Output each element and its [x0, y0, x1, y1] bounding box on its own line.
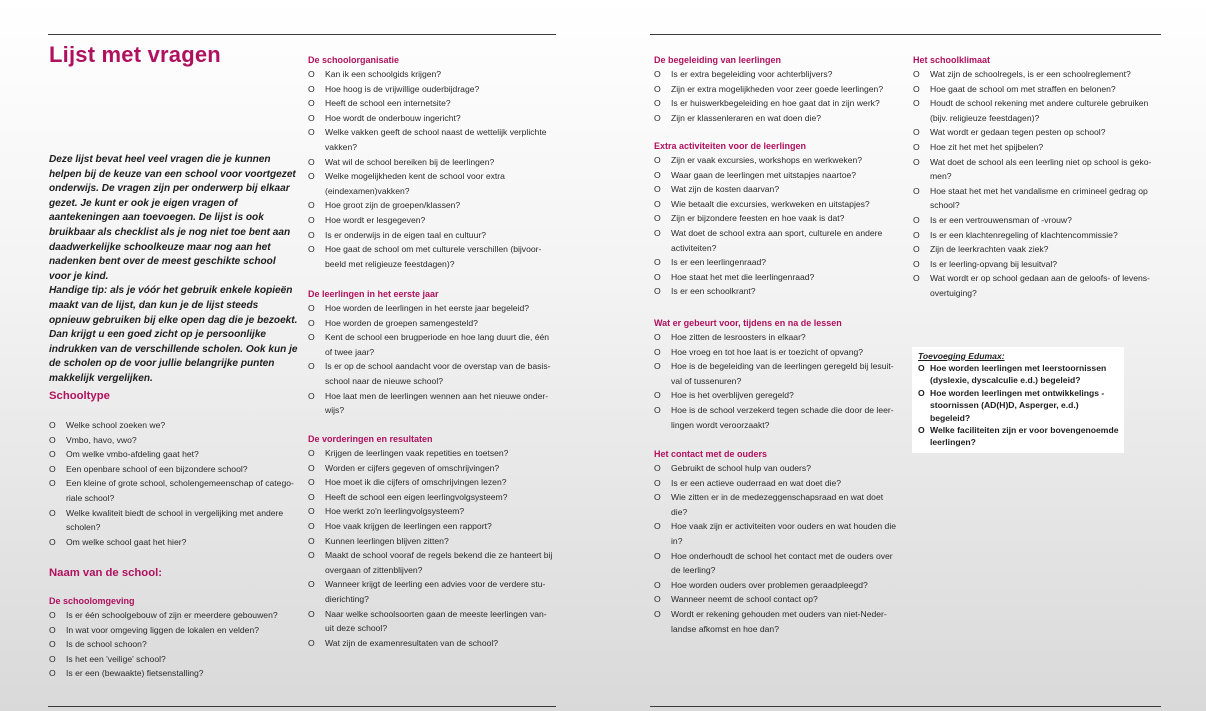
- question-item: [918, 387, 1119, 424]
- question-item: [308, 169, 560, 198]
- checkbox-circle: O: [654, 521, 661, 532]
- question-item: [308, 125, 560, 154]
- question-item: [49, 608, 301, 623]
- question-item: [308, 519, 560, 534]
- checkbox-circle: O: [49, 478, 56, 489]
- question-text: Welke kwaliteit biedt de school in vergelijking met andere scholen?: [66, 507, 284, 533]
- question-item: [654, 490, 908, 519]
- checkbox-circle: O: [654, 390, 661, 401]
- checkbox-circle: O: [918, 387, 925, 398]
- question-item: [654, 284, 908, 299]
- question-text: Wie betaalt die excursies, werkweken en uitstapjes?: [671, 198, 870, 209]
- checkbox-circle: O: [654, 257, 661, 268]
- question-item: [49, 535, 301, 550]
- checkbox-circle: O: [308, 535, 315, 546]
- checkbox-circle: O: [308, 317, 315, 328]
- question-item: [913, 67, 1163, 82]
- checkbox-circle: O: [654, 169, 661, 180]
- section-ouders: [654, 448, 908, 636]
- checkbox-circle: O: [49, 653, 56, 664]
- checkbox-circle: O: [308, 214, 315, 225]
- question-text: Waar gaan de leerlingen met uitstapjes naartoe?: [671, 169, 857, 180]
- question-item: [308, 82, 560, 97]
- question-text: Heeft de school een internetsite?: [325, 98, 451, 109]
- question-list: [49, 608, 301, 681]
- question-item: [308, 446, 560, 461]
- question-text: Wat zijn de schoolregels, is er een schoolreglement?: [930, 69, 1131, 79]
- question-text: Is er leerling-opvang bij lesuitval?: [930, 258, 1058, 269]
- question-text: Hoe worden leerlingen met leerstoornissen (dyslexie, dyscalculie e.d.) begeleid?: [930, 363, 1107, 386]
- question-list: [918, 362, 1119, 449]
- question-text: Wie zitten er in de medezeggenschapsraad en wat doet die?: [671, 492, 884, 517]
- question-item: [308, 490, 560, 505]
- question-text: Is er een vertrouwensman of -vrouw?: [930, 214, 1072, 225]
- section-heading: Schooltype: [49, 390, 110, 402]
- question-text: Hoe vaak zijn er activiteiten voor ouders en wat houden die in?: [671, 521, 897, 546]
- question-item: [308, 636, 560, 651]
- checkbox-circle: O: [654, 271, 661, 282]
- checkbox-circle: O: [913, 69, 920, 79]
- question-text: Hoe laat men de leerlingen wennen aan het nieuwe onder- wijs?: [325, 390, 549, 416]
- checkbox-circle: O: [654, 346, 661, 357]
- question-item: [913, 242, 1163, 257]
- question-text: Hoe moet ik die cijfers of omschrijvingen lezen?: [325, 477, 507, 488]
- checkbox-circle: O: [308, 491, 315, 502]
- page-title: Lijst met vragen: [49, 42, 221, 67]
- question-item: [308, 389, 560, 418]
- question-text: Hoe is de school verzekerd tegen schade die door de leer- lingen wordt veroorzaakt?: [671, 404, 894, 430]
- section-schoolomgeving: [49, 595, 301, 681]
- question-item: [654, 255, 908, 270]
- checkbox-circle: O: [654, 404, 661, 415]
- question-text: Zijn er bijzondere feesten en hoe vaak is dat?: [671, 213, 845, 224]
- section-heading: De leerlingen in het eerste jaar: [308, 289, 439, 299]
- section-klimaat: [913, 54, 1163, 301]
- question-item: [308, 577, 560, 606]
- question-item: [913, 155, 1163, 184]
- question-text: Kunnen leerlingen blijven zitten?: [325, 535, 449, 546]
- checkbox-circle: O: [913, 141, 920, 152]
- question-text: Hoe vaak krijgen de leerlingen een rapport?: [325, 520, 492, 531]
- question-text: Houdt de school rekening met andere culturele gebruiken (bijv. religieuze feestdagen)?: [930, 98, 1149, 123]
- question-text: Hoe zitten de lesroosters in elkaar?: [671, 332, 806, 342]
- toevoeging-box: [912, 347, 1124, 453]
- question-text: Hoe groot zijn de groepen/klassen?: [325, 200, 461, 211]
- checkbox-circle: O: [49, 434, 56, 445]
- question-text: Hoe worden ouders over problemen geraadpleegd?: [671, 579, 868, 590]
- question-item: [654, 607, 908, 636]
- question-item: [308, 111, 560, 126]
- question-text: Is de school schoon?: [66, 639, 147, 650]
- question-item: [654, 226, 908, 255]
- question-text: Zijn er extra mogelijkheden voor zeer goede leerlingen?: [671, 83, 884, 94]
- checkbox-circle: O: [654, 492, 661, 503]
- checkbox-circle: O: [308, 69, 315, 79]
- question-item: [654, 168, 908, 183]
- section-heading: Het schoolklimaat: [913, 55, 991, 65]
- checkbox-circle: O: [308, 200, 315, 211]
- question-text: Hoe gaat de school om met culturele verschillen (bijvoor- beeld met religieuze feestdagen)?: [325, 244, 542, 269]
- question-list: [308, 446, 560, 650]
- question-item: [308, 330, 560, 359]
- checkbox-circle: O: [654, 608, 661, 619]
- question-text: Naar welke schoolsoorten gaan de meeste leerlingen van- uit deze school?: [325, 608, 547, 634]
- question-text: Hoe is de begeleiding van de leerlingen geregeld bij lesuit- val of tussenuren?: [671, 361, 894, 386]
- question-item: [308, 301, 560, 316]
- checkbox-circle: O: [308, 637, 315, 648]
- checkbox-circle: O: [49, 420, 56, 430]
- question-item: [308, 96, 560, 111]
- checkbox-circle: O: [308, 550, 315, 561]
- question-text: Kent de school een brugperiode en hoe lang duurt die, één of twee jaar?: [325, 332, 550, 357]
- question-text: Wat zijn de examenresultaten van de school?: [325, 637, 499, 648]
- question-text: Heeft de school een eigen leerlingvolgsysteem?: [325, 491, 508, 502]
- checkbox-circle: O: [308, 171, 315, 182]
- checkbox-circle: O: [308, 229, 315, 240]
- question-text: Hoe zit het met het spijbelen?: [930, 141, 1044, 152]
- question-text: Wat wordt er gedaan tegen pesten op school?: [930, 127, 1106, 138]
- checkbox-circle: O: [308, 127, 315, 138]
- checkbox-circle: O: [654, 550, 661, 561]
- question-item: [654, 388, 908, 403]
- question-item: [654, 182, 908, 197]
- section-heading: Het contact met de ouders: [654, 449, 768, 459]
- checkbox-circle: O: [918, 425, 925, 436]
- question-text: Is er huiswerkbegeleiding en hoe gaat dat in zijn werk?: [671, 98, 880, 109]
- checkbox-circle: O: [654, 112, 661, 123]
- question-item: [654, 111, 908, 126]
- checkbox-circle: O: [308, 477, 315, 488]
- section-heading: De schoolorganisatie: [308, 55, 400, 65]
- checkbox-circle: O: [308, 98, 315, 109]
- question-text: Welke school zoeken we?: [66, 420, 166, 430]
- intro-tip: Handige tip: als je vóór het gebruik enkele kopieën maakt van de lijst, dan kun je de lijst steeds opnieuw gebruiken bij elke open dag die je bezoekt. Dan krijgt u een goed zicht op je persoonlijke indrukken van de verschillende scholen. Ook kun je de scholen op de voor jullie belangrijke punten makkelijk vergelijken.: [49, 285, 298, 384]
- question-text: Maakt de school vooraf de regels bekend die ze hanteert bij overgaan of zittenblijven?: [325, 550, 553, 575]
- question-item: [913, 125, 1163, 140]
- checkbox-circle: O: [913, 127, 920, 138]
- question-text: Wat wil de school bereiken bij de leerlingen?: [325, 156, 495, 167]
- section-lessen: [654, 317, 908, 432]
- question-text: Zijn de leerkrachten vaak ziek?: [930, 244, 1049, 255]
- checkbox-circle: O: [49, 449, 56, 460]
- question-text: Een openbare school of een bijzondere school?: [66, 463, 248, 474]
- question-text: Hoe werkt zo'n leerlingvolgsysteem?: [325, 506, 465, 517]
- question-text: Wat doet de school als een leerling niet op school is geko- men?: [930, 156, 1152, 182]
- question-text: Hoe staat het met die leerlingenraad?: [671, 271, 815, 282]
- question-text: Wat zijn de kosten daarvan?: [671, 184, 780, 195]
- question-item: [49, 506, 301, 535]
- question-list: [654, 67, 908, 125]
- checkbox-circle: O: [49, 536, 56, 547]
- question-text: Hoe vroeg en tot hoe laat is er toezicht of opvang?: [671, 346, 864, 357]
- question-text: Hoe wordt er lesgegeven?: [325, 214, 426, 225]
- question-item: [308, 607, 560, 636]
- question-item: [654, 461, 908, 476]
- question-text: Welke mogelijkheden kent de school voor extra (eindexamen)vakken?: [325, 171, 505, 196]
- question-text: In wat voor omgeving liggen de lokalen en velden?: [66, 624, 260, 635]
- checkbox-circle: O: [654, 361, 661, 372]
- question-item: [49, 623, 301, 638]
- section-heading: Wat er gebeurt voor, tijdens en na de lessen: [654, 318, 842, 328]
- question-text: Hoe gaat de school om met straffen en belonen?: [930, 83, 1116, 94]
- box-heading: Toevoeging Edumax:: [918, 351, 1005, 361]
- section-eerste-jaar: [308, 288, 560, 418]
- question-text: Gebruikt de school hulp van ouders?: [671, 463, 811, 473]
- question-text: Krijgen de leerlingen vaak repetities en toetsen?: [325, 448, 509, 458]
- question-text: Een kleine of grote school, scholengemeenschap of catego- riale school?: [66, 478, 294, 503]
- checkbox-circle: O: [654, 184, 661, 195]
- section-naam: [49, 566, 301, 580]
- question-text: Is er extra begeleiding voor achterblijvers?: [671, 69, 833, 79]
- intro-paragraph: Deze lijst bevat heel veel vragen die je kunnen helpen bij de keuze van een school voor voortgezet onderwijs. De vragen zijn per onderwerp bij elkaar gezet. Je kunt er ook je eigen vragen of aantekeningen aan toevoegen. De lijst is ook bruikbaar als checklist als je nog niet toe bent aan daadwerkelijke schoolkeuze maar nog aan het nadenken bent over de meest geschikte school voor je kind.: [49, 154, 296, 282]
- checkbox-circle: O: [913, 98, 920, 109]
- question-item: [308, 359, 560, 388]
- question-text: Zijn er klassenleraren en wat doen die?: [671, 112, 822, 123]
- section-schooltype: [49, 389, 301, 549]
- checkbox-circle: O: [913, 258, 920, 269]
- question-text: Wanneer neemt de school contact op?: [671, 594, 818, 605]
- question-item: [49, 476, 301, 505]
- question-item: [308, 67, 560, 82]
- question-item: [308, 316, 560, 331]
- checkbox-circle: O: [913, 83, 920, 94]
- question-item: [49, 433, 301, 448]
- checkbox-circle: O: [308, 244, 315, 255]
- checkbox-circle: O: [49, 639, 56, 650]
- checkbox-circle: O: [913, 156, 920, 167]
- checkbox-circle: O: [918, 363, 925, 373]
- question-item: [654, 359, 908, 388]
- checkbox-circle: O: [654, 579, 661, 590]
- question-text: Hoe hoog is de vrijwillige ouderbijdrage?: [325, 83, 480, 94]
- question-text: Is er één schoolgebouw of zijn er meerdere gebouwen?: [66, 610, 278, 620]
- checkbox-circle: O: [654, 98, 661, 109]
- question-item: [654, 270, 908, 285]
- question-item: [913, 271, 1163, 300]
- checkbox-circle: O: [654, 213, 661, 224]
- question-item: [308, 504, 560, 519]
- question-item: [913, 82, 1163, 97]
- section-extra: [654, 140, 908, 299]
- checkbox-circle: O: [49, 507, 56, 518]
- section-heading: De schoolomgeving: [49, 596, 135, 606]
- question-list: [308, 301, 560, 418]
- question-text: Wat wordt er op school gedaan aan de geloofs- of levens- overtuiging?: [930, 273, 1150, 298]
- question-text: Is er een (bewaakte) fietsenstalling?: [66, 668, 204, 679]
- checkbox-circle: O: [49, 624, 56, 635]
- question-text: Om welke vmbo-afdeling gaat het?: [66, 449, 199, 460]
- question-item: [308, 534, 560, 549]
- checkbox-circle: O: [308, 462, 315, 473]
- question-text: Wanneer krijgt de leerling een advies voor de verdere stu- dierichting?: [325, 579, 546, 604]
- section-heading: Extra activiteiten voor de leerlingen: [654, 141, 807, 151]
- question-list: [654, 330, 908, 432]
- question-text: Vmbo, havo, vwo?: [66, 434, 137, 445]
- question-text: Hoe worden leerlingen met ontwikkelings - stoornissen (AD(H)D, Asperger, e.d.) begeleid?: [930, 387, 1105, 423]
- question-item: [654, 403, 908, 432]
- question-list: [308, 67, 560, 271]
- question-item: [308, 548, 560, 577]
- question-item: [654, 330, 908, 345]
- question-text: Hoe worden de leerlingen in het eerste jaar begeleid?: [325, 303, 530, 313]
- question-text: Hoe wordt de onderbouw ingericht?: [325, 112, 461, 123]
- question-item: [49, 666, 301, 681]
- question-item: [308, 475, 560, 490]
- section-heading: De vorderingen en resultaten: [308, 434, 433, 444]
- checkbox-circle: O: [913, 185, 920, 196]
- checkbox-circle: O: [308, 156, 315, 167]
- question-item: [913, 96, 1163, 125]
- question-item: [654, 67, 908, 82]
- question-list: [654, 461, 908, 636]
- question-list: [49, 418, 301, 549]
- checkbox-circle: O: [913, 229, 920, 240]
- checkbox-circle: O: [49, 463, 56, 474]
- question-text: Wordt er rekening gehouden met ouders van niet-Neder- landse afkomst en hoe dan?: [671, 608, 887, 634]
- section-heading: Naam van de school:: [49, 567, 163, 579]
- question-text: Wat doet de school extra aan sport, culturele en andere activiteiten?: [671, 227, 883, 253]
- question-text: Is het een 'veilige' school?: [66, 653, 166, 664]
- checkbox-circle: O: [654, 227, 661, 238]
- question-item: [49, 447, 301, 462]
- question-text: Hoe worden de groepen samengesteld?: [325, 317, 478, 328]
- question-list: [654, 153, 908, 299]
- question-text: Is er een leerlingenraad?: [671, 257, 767, 268]
- question-item: [654, 578, 908, 593]
- question-item: [49, 652, 301, 667]
- checkbox-circle: O: [654, 463, 661, 473]
- question-item: [654, 211, 908, 226]
- question-item: [654, 153, 908, 168]
- question-item: [308, 155, 560, 170]
- question-text: Welke faciliteiten zijn er voor bovengenoemde leerlingen?: [930, 425, 1119, 448]
- checkbox-circle: O: [654, 155, 661, 165]
- checkbox-circle: O: [308, 520, 315, 531]
- question-text: Worden er cijfers gegeven of omschrijvingen?: [325, 462, 500, 473]
- question-item: [49, 637, 301, 652]
- question-text: Welke vakken geeft de school naast de wettelijk verplichte vakken?: [325, 127, 547, 152]
- question-item: [654, 82, 908, 97]
- top-rule-right: [650, 34, 1161, 35]
- checkbox-circle: O: [654, 69, 661, 79]
- checkbox-circle: O: [308, 448, 315, 458]
- question-text: Is er een actieve ouderraad en wat doet die?: [671, 477, 842, 488]
- checkbox-circle: O: [308, 361, 315, 372]
- question-item: [308, 198, 560, 213]
- checkbox-circle: O: [654, 286, 661, 297]
- question-item: [654, 519, 908, 548]
- checkbox-circle: O: [308, 303, 315, 313]
- question-text: Kan ik een schoolgids krijgen?: [325, 69, 442, 79]
- bottom-rule-left: [48, 706, 556, 707]
- question-text: Hoe onderhoudt de school het contact met de ouders over de leerling?: [671, 550, 893, 576]
- question-item: [654, 197, 908, 212]
- checkbox-circle: O: [654, 83, 661, 94]
- question-item: [913, 257, 1163, 272]
- intro-text: [49, 153, 299, 387]
- question-text: Om welke school gaat het hier?: [66, 536, 187, 547]
- question-item: [913, 140, 1163, 155]
- question-item: [913, 213, 1163, 228]
- question-item: [918, 424, 1119, 449]
- question-item: [918, 362, 1119, 387]
- checkbox-circle: O: [913, 214, 920, 225]
- checkbox-circle: O: [654, 594, 661, 605]
- checkbox-circle: O: [49, 668, 56, 679]
- bottom-rule-right: [650, 706, 1161, 707]
- section-heading: De begeleiding van leerlingen: [654, 55, 782, 65]
- checkbox-circle: O: [308, 506, 315, 517]
- checkbox-circle: O: [308, 83, 315, 94]
- checkbox-circle: O: [913, 273, 920, 284]
- question-text: Hoe staat het met het vandalisme en crimineel gedrag op school?: [930, 185, 1148, 211]
- question-item: [654, 476, 908, 491]
- question-text: Hoe is het overblijven geregeld?: [671, 390, 794, 401]
- checkbox-circle: O: [308, 112, 315, 123]
- checkbox-circle: O: [913, 244, 920, 255]
- question-item: [654, 592, 908, 607]
- question-item: [308, 228, 560, 243]
- checkbox-circle: O: [654, 477, 661, 488]
- question-item: [308, 242, 560, 271]
- question-text: Is er een schoolkrant?: [671, 286, 756, 297]
- question-item: [308, 461, 560, 476]
- checkbox-circle: O: [654, 332, 661, 342]
- question-item: [913, 228, 1163, 243]
- section-schoolorganisatie: [308, 54, 560, 271]
- question-text: Is er op de school aandacht voor de overstap van de basis- school naar de nieuwe school?: [325, 361, 551, 386]
- question-list: [913, 67, 1163, 301]
- question-text: Is er een klachtenregeling of klachtencommissie?: [930, 229, 1118, 240]
- question-item: [654, 96, 908, 111]
- question-text: Zijn er vaak excursies, workshops en werkweken?: [671, 155, 863, 165]
- checkbox-circle: O: [308, 579, 315, 590]
- checkbox-circle: O: [308, 332, 315, 343]
- question-item: [654, 549, 908, 578]
- section-vorderingen: [308, 433, 560, 650]
- question-text: Is er onderwijs in de eigen taal en cultuur?: [325, 229, 486, 240]
- checkbox-circle: O: [308, 390, 315, 401]
- checkbox-circle: O: [49, 610, 56, 620]
- question-item: [49, 462, 301, 477]
- top-rule-left: [48, 34, 556, 35]
- checkbox-circle: O: [308, 608, 315, 619]
- question-item: [308, 213, 560, 228]
- question-item: [654, 345, 908, 360]
- question-item: [913, 184, 1163, 213]
- checkbox-circle: O: [654, 198, 661, 209]
- section-begeleiding: [654, 54, 908, 125]
- question-item: [49, 418, 301, 433]
